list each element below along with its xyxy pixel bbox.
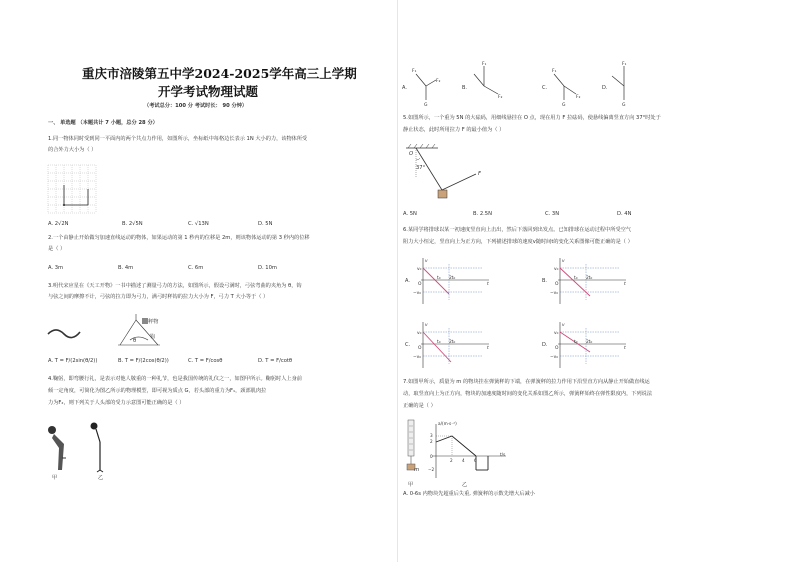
- v-axis-label: v: [562, 259, 565, 264]
- q7-tick-0: 0: [430, 454, 433, 459]
- q4-label-jia: 甲: [52, 475, 58, 481]
- svg-text:F₂: F₂: [498, 95, 503, 100]
- q7-tick-3: 3: [430, 433, 433, 438]
- graph-option-label: B.: [542, 278, 548, 284]
- q3-option-a[interactable]: A. T = F/(2sin(θ/2)): [48, 358, 98, 364]
- t-axis-label: t: [624, 282, 626, 287]
- q3-label-hook: 钩: [150, 334, 156, 340]
- velocity-line: [560, 268, 590, 296]
- q1-option-c[interactable]: C. √13N: [188, 221, 209, 227]
- svg-text:B.: B.: [462, 85, 468, 91]
- q4-bow-figures: [44, 420, 114, 474]
- t0-tick-label: t₀: [437, 340, 441, 345]
- origin-label: O: [555, 346, 559, 351]
- q6-graph-c: [403, 318, 493, 370]
- t-axis-label: t: [487, 282, 489, 287]
- column-divider: [397, 0, 398, 562]
- q4-line1: 4.鞠躬，即弯腰行礼，是表示对他人敬重的一种礼节，也是我国传统的礼仪之一，如图甲所示。鞠躬时人上身前: [48, 376, 302, 382]
- q6-line1: 6.某同学将排球以某一初速度竖直向上击出，然后下落回到出发点。已知排球在运动过程中所受空气: [403, 227, 632, 233]
- 2t0-tick-label: 2t₀: [449, 276, 456, 281]
- q7-axis-a: a/(m·s⁻²): [438, 421, 457, 426]
- t-axis-label: t: [624, 346, 626, 351]
- q3-option-d[interactable]: D. T = F/cotθ: [258, 358, 293, 364]
- svg-text:F₁: F₁: [482, 62, 487, 67]
- q7-spring-scale: [404, 420, 422, 480]
- velocity-line: [423, 332, 451, 362]
- v-axis-label: v: [425, 259, 428, 264]
- title-line1: 重庆市涪陵第五中学2024-2025学年高三上学期: [82, 66, 357, 81]
- origin-label: O: [418, 282, 422, 287]
- q1-option-a[interactable]: A. 2√2N: [48, 221, 69, 227]
- q5-option-b[interactable]: B. 2.5N: [473, 211, 492, 217]
- v-axis-label: v: [425, 323, 428, 328]
- 2t0-tick-label: 2t₀: [449, 340, 456, 345]
- q5-label-f: F: [478, 171, 481, 177]
- 2t0-tick-label: 2t₀: [586, 340, 593, 345]
- t0-tick-label: t₀: [574, 276, 578, 281]
- q6-graph-b: [540, 254, 630, 306]
- neg-v0-tick-label: −v₀: [413, 291, 422, 296]
- q2-option-b[interactable]: B. 4m: [118, 265, 134, 271]
- neg-v0-tick-label: −v₀: [413, 355, 422, 360]
- q5-line2: 静止状态，此时所用拉力 F 的最小值为（ ）: [403, 127, 505, 133]
- q5-label-angle: 37°: [416, 165, 426, 171]
- v0-tick-label: v₀: [417, 267, 422, 272]
- t-axis-label: t: [487, 346, 489, 351]
- q7-tick-2: 2: [430, 439, 433, 444]
- q3-bow-diagram: [48, 312, 178, 348]
- graph-option-label: D.: [542, 342, 548, 348]
- q5-label-o: O: [409, 151, 414, 157]
- q1-line1: 1.同一物体同时受到同一平面内的两个共点力作用，如图所示，坐标纸中每格边长表示 1N 大小的力，该物体所受: [48, 136, 308, 142]
- velocity-line: [423, 268, 449, 294]
- q7-line1: 7.如图甲所示，质量为 m 的物块挂在弹簧秤的下端，在弹簧秤的拉力作用下沿竖直方向从静止开始做直线运: [403, 379, 650, 385]
- q1-line2: 的合外力大小为（ ）: [48, 147, 97, 153]
- origin-label: O: [418, 346, 422, 351]
- q4-force-diagrams: [402, 60, 642, 110]
- v-axis-label: v: [562, 323, 565, 328]
- q4-line3: 力为F₂，则下列关于人头部的受力示意图可能正确的是（ ）: [48, 400, 185, 406]
- svg-text:F₁: F₁: [622, 62, 627, 67]
- svg-text:F₁: F₁: [552, 69, 557, 74]
- q7-option-a[interactable]: A. 0-6s 内物块先超重后失重, 弹簧秤的示数先增大后减小: [403, 491, 535, 497]
- q3-option-b[interactable]: B. T = F/(2cos(θ/2)): [118, 358, 169, 364]
- svg-text:F₂: F₂: [436, 79, 441, 84]
- q7-axis-t: t/s: [500, 452, 506, 457]
- svg-text:G: G: [424, 103, 428, 108]
- q7-tick-t6: 6: [474, 458, 477, 463]
- q1-force-grid: [48, 165, 96, 213]
- svg-text:D.: D.: [602, 85, 608, 91]
- svg-text:F₁: F₁: [412, 69, 417, 74]
- svg-text:G: G: [622, 103, 626, 108]
- q1-option-d[interactable]: D. 5N: [258, 221, 273, 227]
- q5-option-d[interactable]: D. 4N: [617, 211, 632, 217]
- svg-text:C.: C.: [542, 85, 548, 91]
- origin-label: O: [555, 282, 559, 287]
- q3-line2: 与弦之间的摩擦不计，弓弦的拉力即为弓力，满弓时秤钩的拉力大小为 F，弓力 T 大小等于（ ）: [48, 294, 269, 300]
- q3-line1: 3.明代宋应星在《天工开物》一书中描述了测量弓力的方法，如图所示，假设弓满时，弓弦弯曲的夹角为 θ，钩: [48, 283, 302, 289]
- q1-option-b[interactable]: B. 2√5N: [122, 221, 143, 227]
- q7-label-yi: 乙: [462, 482, 468, 488]
- q2-option-d[interactable]: D. 10m: [258, 265, 277, 271]
- neg-v0-tick-label: −v₀: [550, 355, 559, 360]
- v0-tick-label: v₀: [554, 267, 559, 272]
- q7-tick-t4: 4: [462, 458, 465, 463]
- graph-option-label: C.: [405, 342, 411, 348]
- t0-tick-label: t₀: [437, 276, 441, 281]
- q5-option-c[interactable]: C. 3N: [545, 211, 560, 217]
- q2-option-a[interactable]: A. 3m: [48, 265, 64, 271]
- title-line2: 开学考试物理试题: [158, 84, 259, 99]
- q5-line1: 5.如图所示，一个重为 5N 的大砝码，用细线悬挂在 O 点，现在用力 F 拉砝码，使悬线偏离竖直方向 37°时处于: [403, 115, 661, 121]
- q7-tick-neg2: −2: [428, 467, 435, 472]
- q4-label-yi: 乙: [98, 475, 104, 481]
- v0-tick-label: v₀: [554, 331, 559, 336]
- graph-option-label: A.: [405, 278, 410, 284]
- q3-label-weight: 秤物: [148, 319, 159, 325]
- q7-line3: 正确的是（ ）: [403, 403, 436, 409]
- q3-option-c[interactable]: C. T = F/cosθ: [188, 358, 223, 364]
- 2t0-tick-label: 2t₀: [586, 276, 593, 281]
- q2-line1: 2.一个由静止开始做匀加速直线运动的物体，如果运动的第 1 秒内的位移是 2m，则该物体运动的第 3 秒内的位移: [48, 235, 310, 241]
- section-heading: 一、 单选题 （本题共计 7 小题，总分 28 分）: [48, 120, 158, 126]
- q7-tick-t2: 2: [450, 458, 453, 463]
- neg-v0-tick-label: −v₀: [550, 291, 559, 296]
- svg-text:A.: A.: [402, 85, 407, 91]
- q5-option-a[interactable]: A. 5N: [403, 211, 417, 217]
- q7-label-jia: 甲: [408, 482, 414, 488]
- q6-graph-a: [403, 254, 493, 306]
- q7-accel-graph: [422, 420, 512, 484]
- q7-label-m: m: [414, 467, 420, 473]
- v0-tick-label: v₀: [417, 331, 422, 336]
- q6-line2: 阻力大小恒定，竖直向上为正方向，下列描述排球的速度v随时间t的变化关系图像可能正确的是（ ）: [403, 239, 633, 245]
- q2-option-c[interactable]: C. 6m: [188, 265, 204, 271]
- svg-text:G: G: [562, 103, 566, 108]
- svg-text:F₂: F₂: [576, 95, 581, 100]
- q6-graph-d: [540, 318, 630, 370]
- q3-label-theta: θ: [133, 338, 137, 344]
- q2-line2: 是（ ）: [48, 246, 66, 252]
- exam-info: （考试总分：100 分 考试时长： 90 分钟）: [144, 103, 248, 109]
- q4-line2: 倾一定角度，可简化为图乙所示的物理模型，即可视为质点 G，若头部的重力为F₁，颈部肌肉拉: [48, 388, 267, 394]
- t0-tick-label: t₀: [574, 340, 578, 345]
- q7-line2: 动，取竖直向上为正方向，物块的加速度随时间的变化关系如图乙所示，弹簧秤始终在弹性限度内，下列说法: [403, 391, 653, 397]
